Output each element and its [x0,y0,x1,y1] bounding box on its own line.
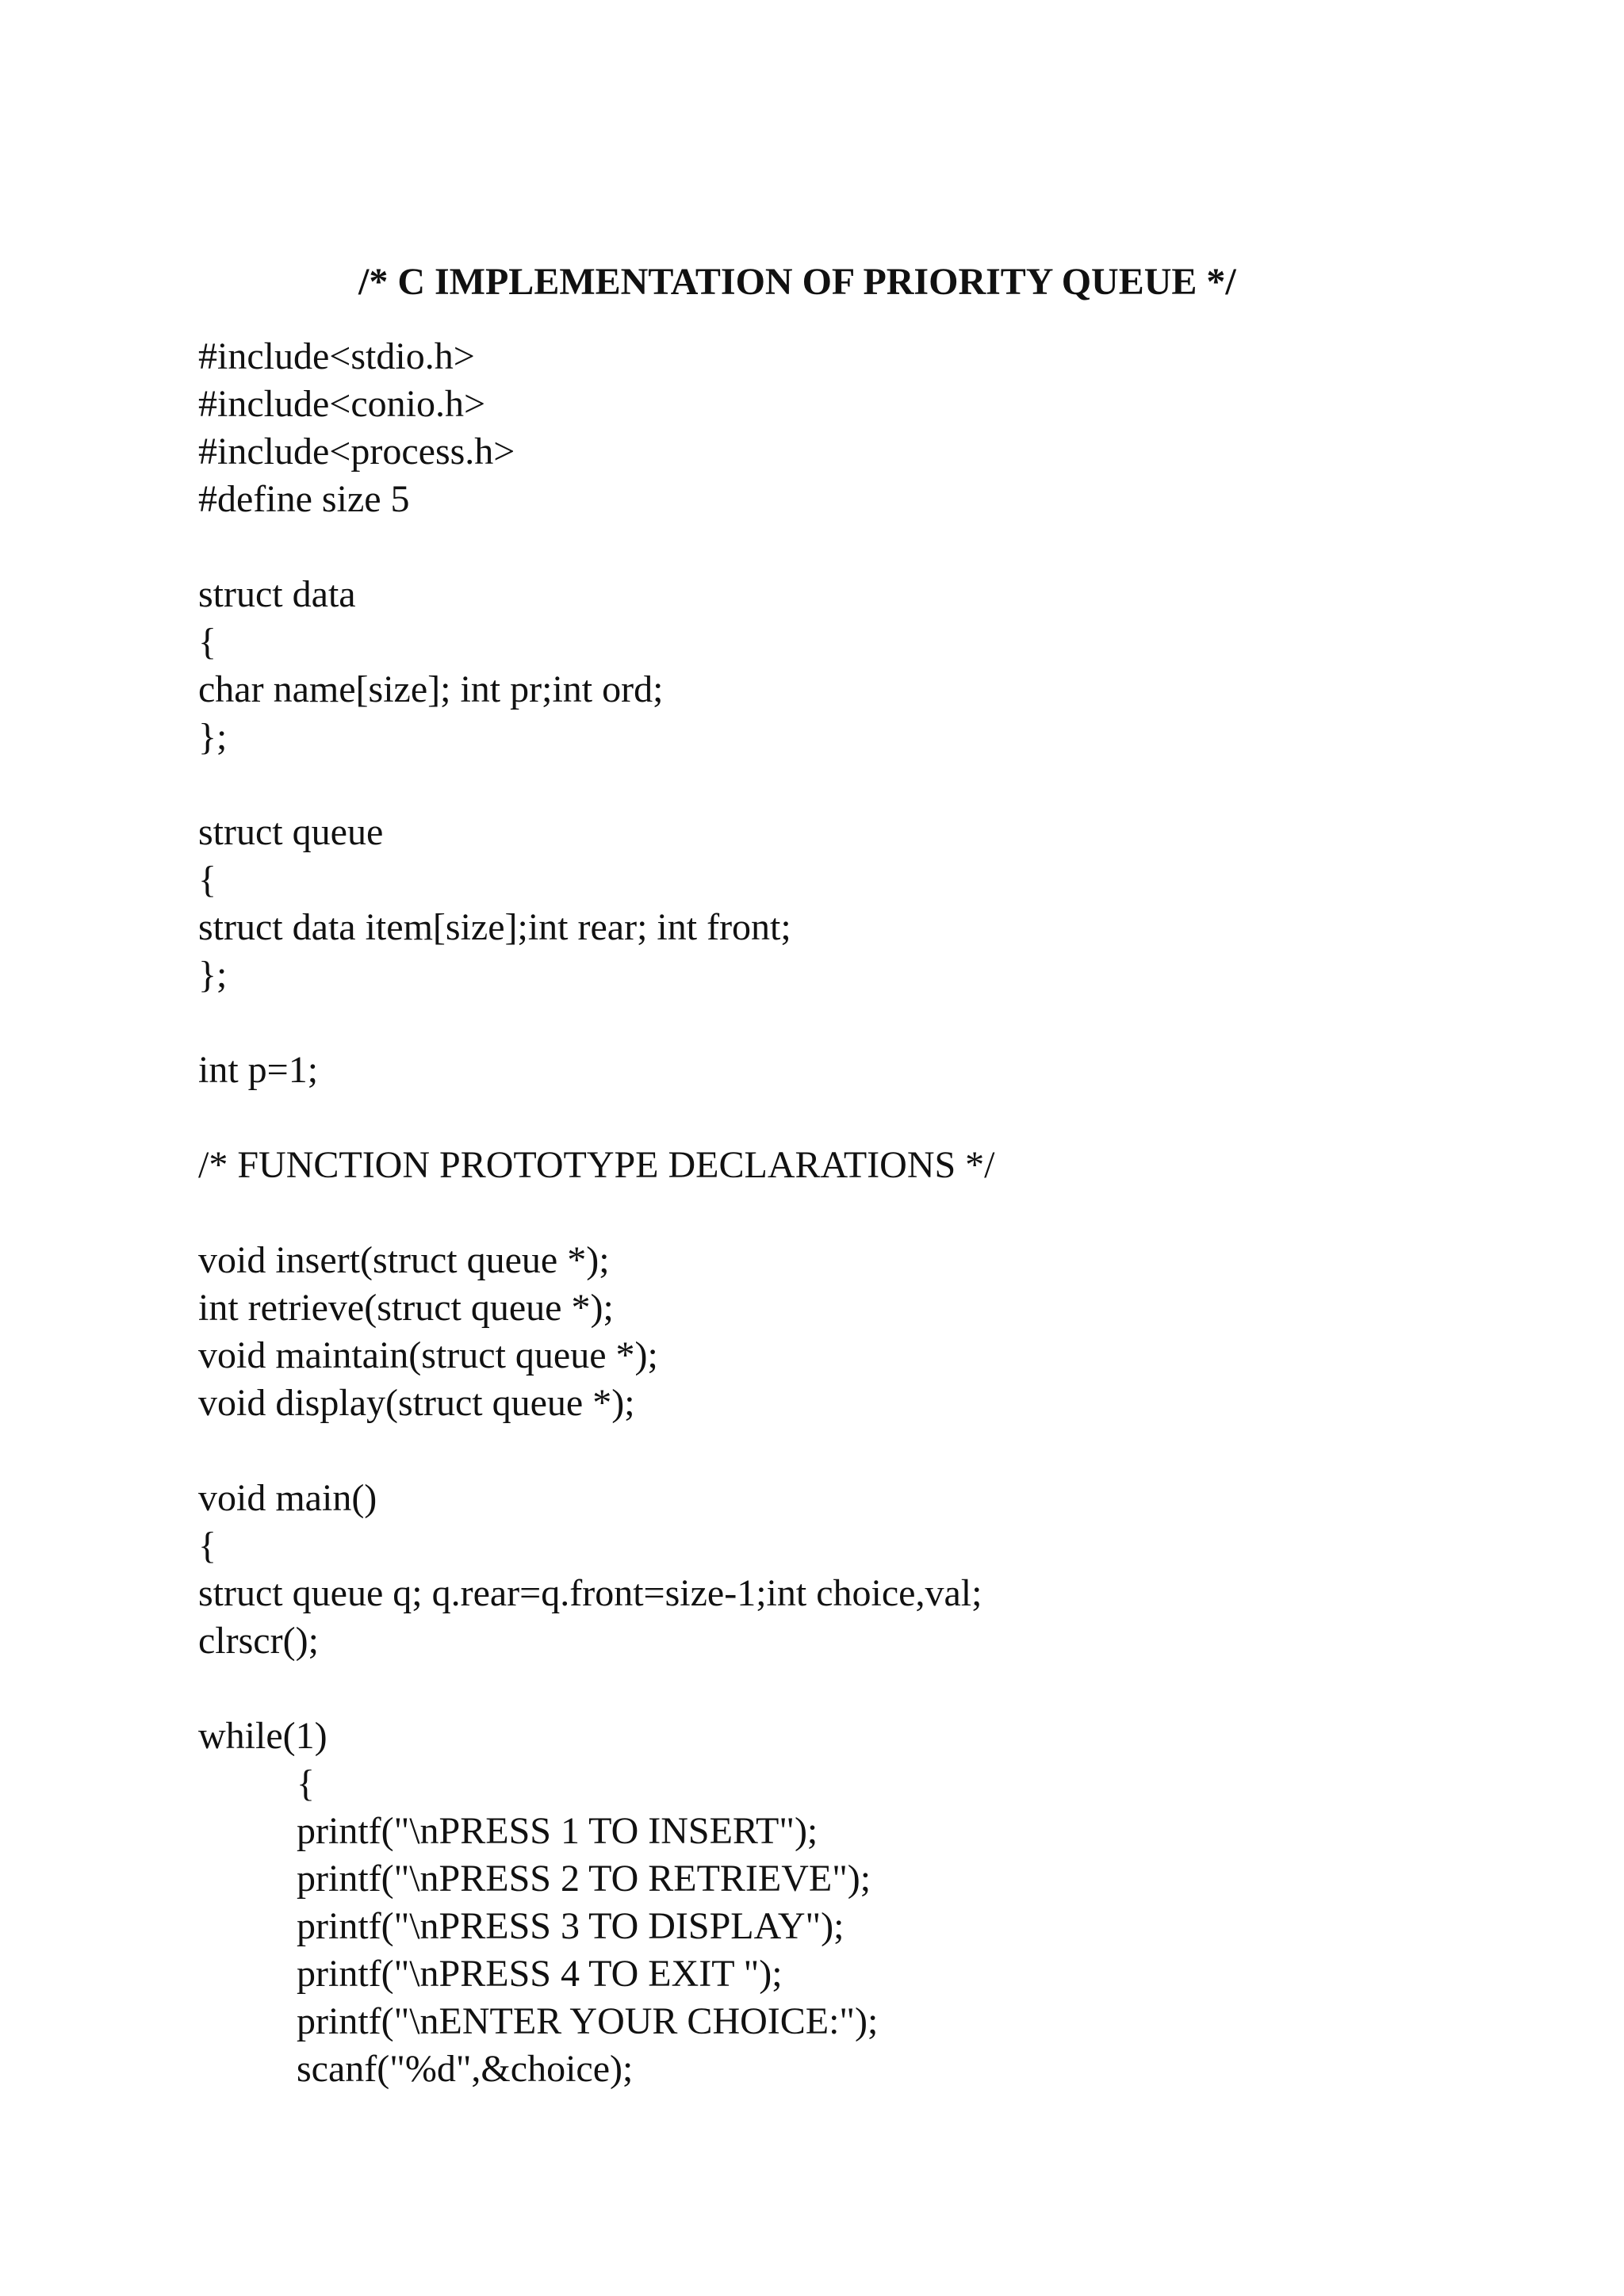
code-line: { [297,1762,316,1804]
code-line: #include<conio.h> [198,383,486,425]
code-line: void main() [198,1477,377,1519]
code-line: printf("\nPRESS 2 TO RETRIEVE"); [297,1858,871,1900]
code-line: void display(struct queue *); [198,1382,635,1424]
blank-line [198,999,995,1047]
blank-line [198,1189,995,1237]
code-line: printf("\nPRESS 4 TO EXIT "); [297,1953,783,1995]
code-line: int p=1; [198,1049,319,1091]
code-line: while(1) [198,1715,327,1757]
code-listing [198,333,995,2093]
blank-line [198,1665,995,1712]
code-line: printf("\nENTER YOUR CHOICE:"); [297,2000,879,2042]
document-title: /* C IMPLEMENTATION OF PRIORITY QUEUE */ [358,261,1236,303]
code-line: clrscr(); [198,1620,319,1662]
code-line: { [198,1525,217,1567]
code-line: { [198,621,217,663]
code-line: struct data item[size];int rear; int front; [198,906,791,948]
code-line: { [198,859,217,901]
code-line: }; [198,954,228,996]
code-line: #define size 5 [198,478,410,520]
code-line: #include<stdio.h> [198,335,475,377]
code-line: struct data [198,573,356,615]
blank-line [198,761,995,809]
code-line: }; [198,716,228,758]
code-line: /* FUNCTION PROTOTYPE DECLARATIONS */ [198,1144,995,1186]
code-line: void insert(struct queue *); [198,1239,610,1281]
code-line: printf("\nPRESS 3 TO DISPLAY"); [297,1905,845,1947]
code-line: scanf("%d",&choice); [297,2048,634,2090]
code-line: #include<process.h> [198,430,515,473]
blank-line [198,1427,995,1475]
blank-line [198,523,995,571]
code-line: void maintain(struct queue *); [198,1334,658,1376]
code-line: printf("\nPRESS 1 TO INSERT"); [297,1810,818,1852]
code-line: struct queue q; q.rear=q.front=size-1;int choice,val; [198,1572,982,1614]
blank-line [198,1094,995,1142]
code-line: int retrieve(struct queue *); [198,1287,614,1329]
code-line: char name[size]; int pr;int ord; [198,668,664,710]
code-line: struct queue [198,811,384,853]
